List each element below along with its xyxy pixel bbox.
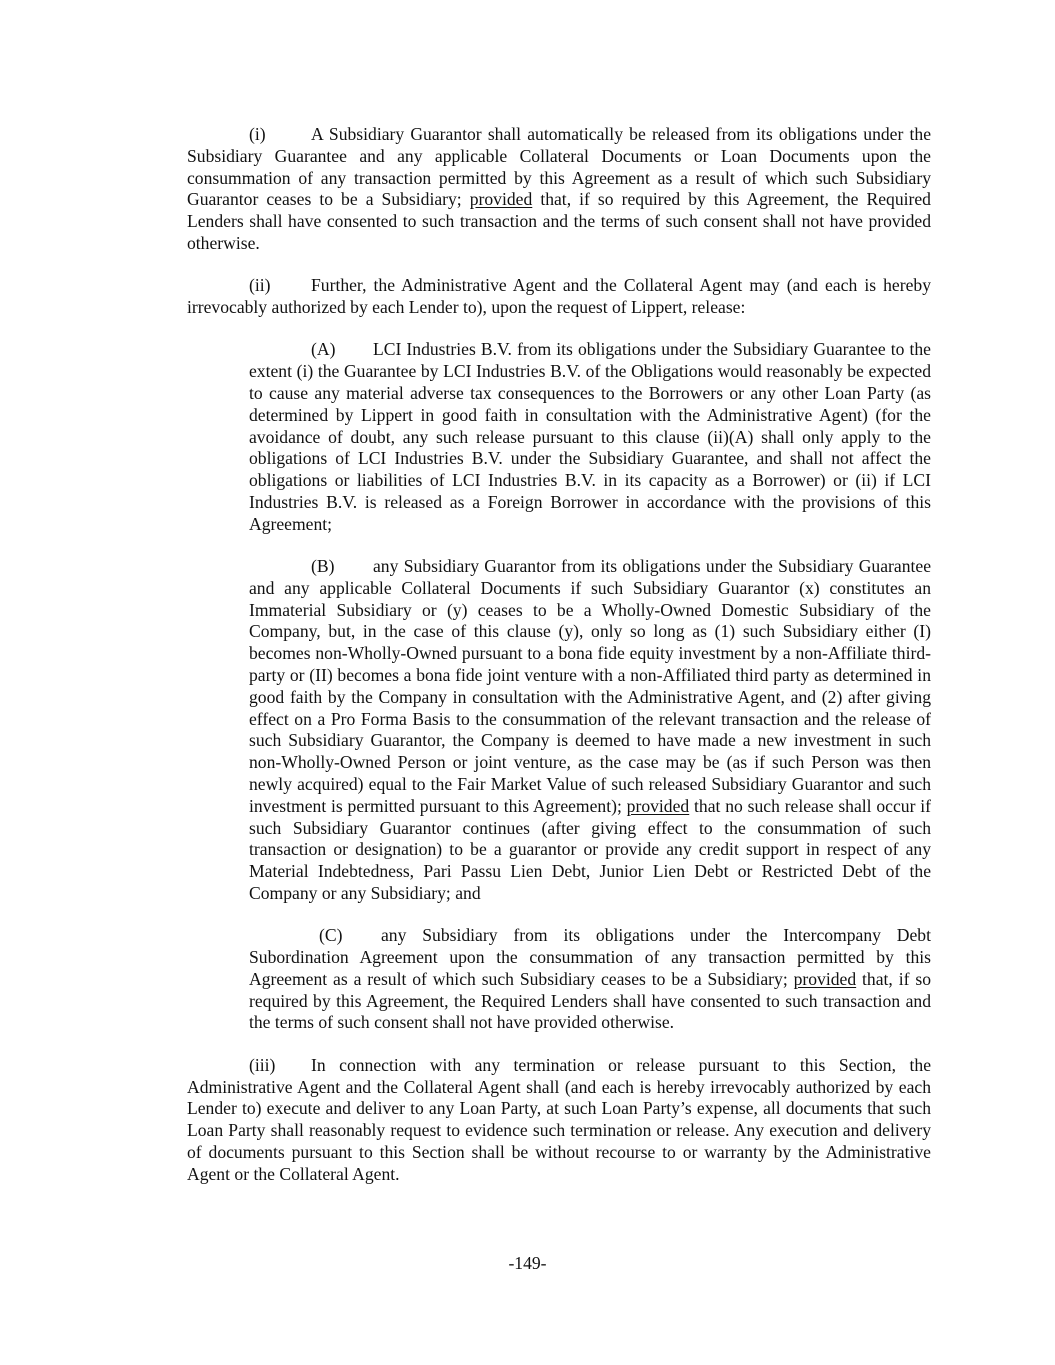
subparagraph-b	[249, 556, 931, 905]
paragraph-label: (B)	[311, 556, 335, 577]
subparagraph-c	[249, 925, 931, 1034]
paragraph-label: (C)	[319, 925, 343, 946]
paragraph-iii	[187, 1055, 931, 1186]
provided-term: provided	[469, 189, 533, 210]
paragraph-text: A Subsidiary Guarantor shall automatically be released from its obligations under the Subsidiary Guarantee and any applicable Collateral Documents or Loan Documents upon the consummation of any transaction permitted by this Agreement as a result of which such Subsidiary Guarantor ceases to be a Subsidiary;	[187, 124, 931, 210]
paragraph-label: (iii)	[249, 1054, 276, 1075]
paragraph-text: Further, the Administrative Agent and the Collateral Agent may (and each is hereby irrevocably authorized by each Lender to), upon the request of Lippert, release:	[187, 275, 931, 318]
page-number: -149-	[508, 1253, 547, 1273]
paragraph-i	[187, 124, 931, 255]
document-body	[187, 124, 931, 1206]
paragraph-text-cont: that, if so required by this Agreement, the Required Lenders shall have consented to such transaction and the terms of such consent shall not have provided otherwise.	[249, 968, 931, 1033]
paragraph-text: LCI Industries B.V. from its obligations under the Subsidiary Guarantee to the extent (i) the Guarantee by LCI Industries B.V. of the Obligations would reasonably be expected to cause any material adverse tax consequences to the Borrowers or any other Loan Party (as determined by Lippert in good faith in consultation with the Administrative Agent) (for the avoidance of doubt, any such release pursuant to this clause (ii)(A) shall only apply to the obligations of LCI Industries B.V. under the Subsidiary Guarantee, and shall not affect the obligations or liabilities of LCI Industries B.V. in its capacity as a Borrower) or (ii) if LCI Industries B.V. is released as a Foreign Borrower in accordance with the provisions of this Agreement;	[249, 339, 931, 534]
paragraph-label: (i)	[249, 124, 266, 144]
paragraph-text: any Subsidiary from its obligations under the Intercompany Debt Subordination Agreement upon the consummation of any transaction permitted by this Agreement as a result of which such Subsidiary ceases to be a Subsidiary;	[249, 925, 931, 989]
paragraph-text: any Subsidiary Guarantor from its obligations under the Subsidiary Guarantee and any applicable Collateral Documents if such Subsidiary Guarantor (x) constitutes an Immaterial Subsidiary or (y) ceases to be a Wholly-Owned Domestic Subsidiary of the Company, but, in the case of this clause (y), only so long as (1) such Subsidiary either (I) becomes non-Wholly-Owned pursuant to a bona fide equity investment by a non-Affiliate third-party or (II) becomes a bona fide joint venture with a non-Affiliated third party as determined in good faith by the Company in consultation with the Administrative Agent, and (2) after giving effect on a Pro Forma Basis to the consummation of the relevant transaction and the release of such Subsidiary Guarantor, the Company is deemed to have made a new investment in such non-Wholly-Owned Person or joint venture, as the case may be (as if such Person was then newly acquired) equal to the Fair Market Value of such released Subsidiary Guarantor and such investment is permitted pursuant to this Agreement);	[249, 556, 931, 816]
paragraph-text-cont: that no such release shall occur if such Subsidiary Guarantor continues (after giving effect to the consummation of such transaction or designation) to be a guarantor or provide any credit support in respect of any Material Indebtedness, Pari Passu Lien Debt, Junior Lien Debt or Restricted Debt of the Company or any Subsidiary; and	[249, 795, 931, 903]
paragraph-text-cont: that, if so required by this Agreement, the Required Lenders shall have consented to such transaction and the terms of such consent shall not have provided otherwise.	[187, 189, 931, 253]
subparagraph-a	[249, 339, 931, 535]
paragraph-ii	[187, 275, 931, 319]
provided-term: provided	[793, 968, 857, 989]
paragraph-text: In connection with any termination or release pursuant to this Section, the Administrative Agent and the Collateral Agent shall (and each is hereby irrevocably authorized by each Lender to) execute and deliver to any Loan Party, at such Loan Party’s expense, all documents that such Loan Party shall reasonably request to evidence such termination or release. Any execution and delivery of documents pursuant to this Section shall be without recourse to or warranty by the Administrative Agent or the Collateral Agent.	[187, 1054, 931, 1184]
paragraph-label: (A)	[311, 339, 336, 360]
provided-term: provided	[626, 795, 690, 816]
paragraph-label: (ii)	[249, 275, 271, 296]
